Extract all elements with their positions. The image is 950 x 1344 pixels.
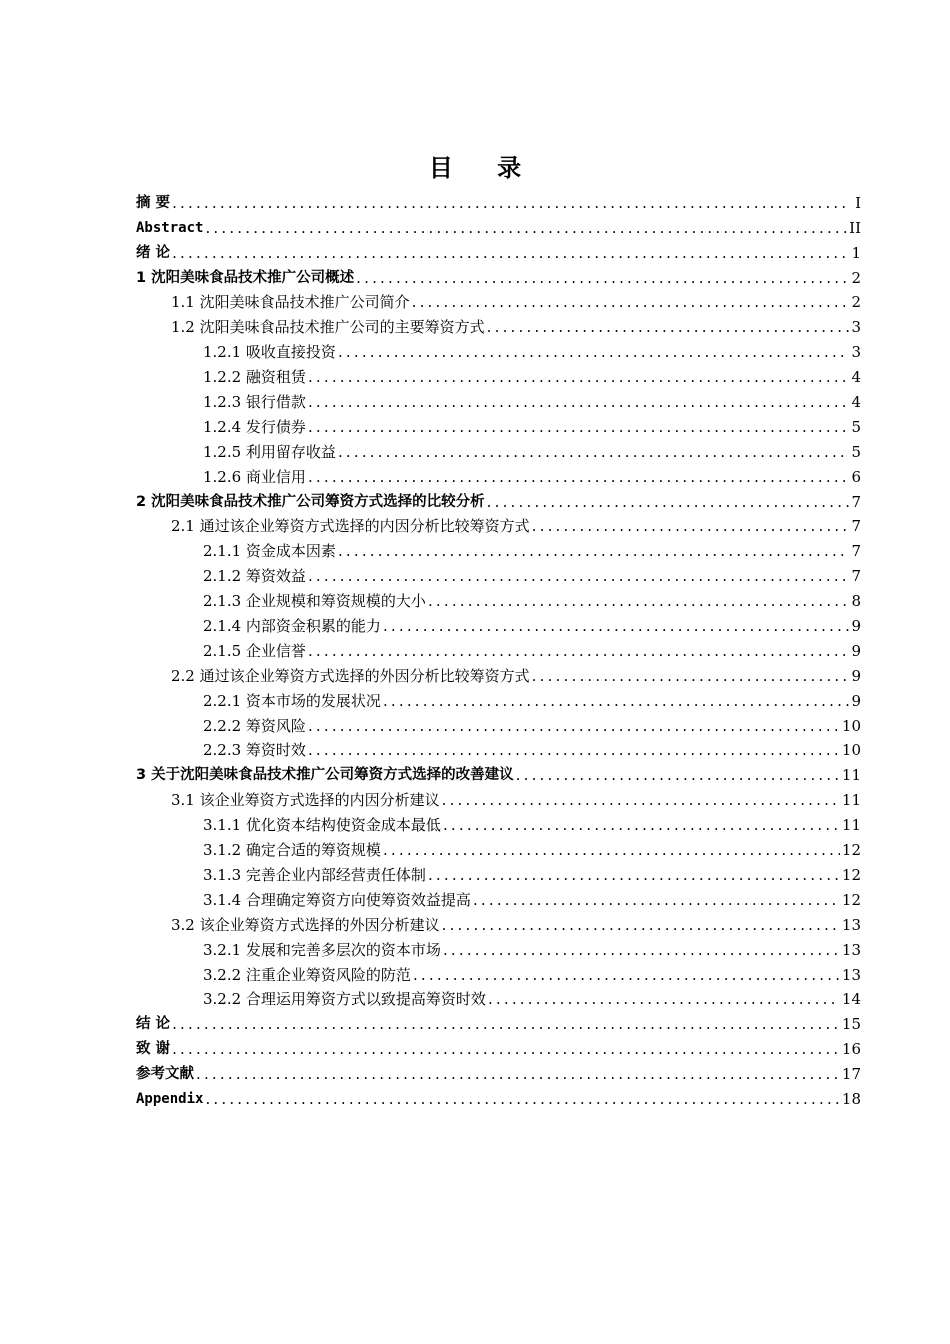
toc-leader-dots — [413, 966, 840, 984]
toc-entry[interactable] — [136, 212, 861, 237]
toc-entry[interactable] — [136, 809, 861, 834]
toc-entry-label: 2.1 通过该企业筹资方式选择的内因分析比较筹资方式 — [171, 517, 530, 536]
toc-entry-label: 2.1.5 企业信誉 — [203, 641, 306, 660]
toc-leader-dots — [338, 443, 849, 461]
toc-entry[interactable] — [136, 685, 861, 710]
toc-entry-label: 3.2.1 发展和完善多层次的资本市场 — [203, 940, 441, 959]
toc-entry-label: 2.1.1 资金成本因素 — [203, 542, 336, 561]
toc-page-number: 10 — [841, 716, 861, 735]
toc-entry-label: 3.1 该企业筹资方式选择的内因分析建议 — [171, 791, 440, 810]
toc-leader-dots — [442, 916, 840, 934]
toc-leader-dots — [532, 517, 849, 535]
toc-page-number: 7 — [851, 567, 861, 586]
toc-page-number: 9 — [851, 617, 861, 636]
toc-page-number: 16 — [841, 1040, 861, 1059]
toc-entry[interactable] — [136, 834, 861, 859]
toc-entry-label: 致 谢 — [136, 1041, 171, 1058]
toc-leader-dots — [172, 244, 849, 262]
toc-leader-dots — [487, 318, 849, 336]
toc-leader-dots — [338, 343, 849, 361]
toc-page-number: 3 — [851, 343, 861, 362]
toc-entry-label: 2.1.4 内部资金积累的能力 — [203, 617, 381, 636]
toc-entry-label: 1.1 沈阳美味食品技术推广公司简介 — [171, 293, 410, 312]
toc-entry-label: 2.2 通过该企业筹资方式选择的外因分析比较筹资方式 — [171, 666, 530, 685]
toc-entry-label: 参考文献 — [136, 1066, 194, 1083]
toc-page-number: 10 — [841, 741, 861, 760]
toc-leader-dots — [383, 617, 849, 635]
toc-entry-label: 1.2.2 融资租赁 — [203, 368, 306, 387]
toc-leader-dots — [205, 219, 847, 237]
toc-entry[interactable] — [136, 311, 861, 336]
toc-entry[interactable] — [136, 461, 861, 486]
toc-page-number: 9 — [851, 641, 861, 660]
toc-leader-dots — [308, 418, 849, 436]
toc-page-number: 6 — [851, 467, 861, 486]
toc-page-number: 1 — [851, 243, 861, 262]
toc-entry-label: 3.2 该企业筹资方式选择的外因分析建议 — [171, 915, 440, 934]
toc-entry[interactable] — [136, 560, 861, 585]
toc-page-number: 7 — [851, 517, 861, 536]
toc-entry[interactable] — [136, 386, 861, 411]
toc-entry-label: 1.2.5 利用留存收益 — [203, 442, 336, 461]
toc-leader-dots — [308, 368, 849, 386]
toc-leader-dots — [205, 1090, 839, 1108]
toc-page-number: 11 — [841, 791, 861, 810]
toc-page-number: 5 — [851, 417, 861, 436]
toc-leader-dots — [308, 567, 849, 585]
toc-page-number: 12 — [841, 890, 861, 909]
toc-entry[interactable] — [136, 884, 861, 909]
toc-entry[interactable] — [136, 486, 861, 511]
toc-leader-dots — [428, 592, 849, 610]
toc-leader-dots — [172, 1040, 840, 1058]
toc-leader-dots — [308, 717, 840, 735]
toc-page-number: 2 — [851, 268, 861, 287]
toc-page-number: 4 — [851, 368, 861, 387]
toc-entry-label: 1.2.1 吸收直接投资 — [203, 343, 336, 362]
toc-entry[interactable] — [136, 784, 861, 809]
toc-entry[interactable] — [136, 535, 861, 560]
toc-page-number: 3 — [851, 318, 861, 337]
toc-leader-dots — [383, 692, 849, 710]
toc-entry-label: Abstract — [136, 219, 204, 236]
toc-leader-dots — [172, 1015, 840, 1033]
toc-page-number: 13 — [841, 965, 861, 984]
toc-entry-label: 2.2.1 资本市场的发展状况 — [203, 691, 381, 710]
toc-leader-dots — [338, 542, 849, 560]
toc-entry-label: 1.2 沈阳美味食品技术推广公司的主要筹资方式 — [171, 318, 485, 337]
toc-entry[interactable] — [136, 1083, 861, 1108]
toc-entry[interactable] — [136, 585, 861, 610]
toc-entry[interactable] — [136, 511, 861, 536]
toc-page-number: 7 — [851, 542, 861, 561]
toc-title: 目 录 — [428, 154, 540, 182]
toc-leader-dots — [488, 990, 840, 1008]
toc-page-number: 18 — [841, 1089, 861, 1108]
toc-entry-label: 1.2.6 商业信用 — [203, 467, 306, 486]
toc-leader-dots — [428, 866, 840, 884]
toc-leader-dots — [356, 269, 849, 287]
toc-entry[interactable] — [136, 610, 861, 635]
toc-leader-dots — [412, 293, 849, 311]
toc-entry-label: 3.1.1 优化资本结构使资金成本最低 — [203, 816, 441, 835]
toc-leader-dots — [308, 741, 840, 759]
toc-entry[interactable] — [136, 759, 861, 784]
toc-entry-label: 2.2.2 筹资风险 — [203, 716, 306, 735]
toc-entry[interactable] — [136, 237, 861, 262]
toc-page-number: II — [849, 218, 861, 237]
toc-entry-label: 结 论 — [136, 1016, 171, 1033]
toc-entry[interactable] — [136, 635, 861, 660]
toc-entry[interactable] — [136, 984, 861, 1009]
toc-page-number: 11 — [841, 766, 861, 785]
toc-page-number: 9 — [851, 691, 861, 710]
toc-page-number: 5 — [851, 442, 861, 461]
toc-entry-label: Appendix — [136, 1090, 204, 1107]
toc-leader-dots — [532, 667, 849, 685]
toc-page-number: 15 — [841, 1015, 861, 1034]
toc-entry[interactable] — [136, 187, 861, 212]
toc-leader-dots — [443, 816, 840, 834]
toc-entry-label: 3.1.3 完善企业内部经营责任体制 — [203, 865, 426, 884]
toc-entry-label: 3 关于沈阳美味食品技术推广公司筹资方式选择的改善建议 — [136, 767, 514, 784]
toc-page-number: 12 — [841, 841, 861, 860]
toc-page-number: 8 — [851, 592, 861, 611]
toc-page-number: 4 — [851, 393, 861, 412]
toc-leader-dots — [516, 766, 840, 784]
toc-entry[interactable] — [136, 1033, 861, 1058]
toc-entry-label: 1.2.4 发行债券 — [203, 417, 306, 436]
toc-leader-dots — [473, 891, 840, 909]
toc-entry-label: 2 沈阳美味食品技术推广公司筹资方式选择的比较分析 — [136, 493, 485, 510]
toc-leader-dots — [383, 841, 840, 859]
toc-entry-label: 1.2.3 银行借款 — [203, 393, 306, 412]
toc-entry[interactable] — [136, 710, 861, 735]
toc-entry[interactable] — [136, 336, 861, 361]
toc-entry-label: 2.1.2 筹资效益 — [203, 567, 306, 586]
toc-page-number: 7 — [851, 492, 861, 511]
toc-leader-dots — [308, 642, 849, 660]
table-of-contents — [136, 187, 861, 1108]
toc-page-number: 11 — [841, 816, 861, 835]
toc-entry-label: 3.2.2 合理运用筹资方式以致提高筹资时效 — [203, 990, 486, 1009]
toc-entry[interactable] — [136, 411, 861, 436]
toc-page-number: 12 — [841, 865, 861, 884]
toc-entry-label: 3.1.4 合理确定筹资方向使筹资效益提高 — [203, 890, 471, 909]
toc-entry-label: 3.1.2 确定合适的筹资规模 — [203, 841, 381, 860]
toc-page-number: 13 — [841, 940, 861, 959]
toc-entry-label: 1 沈阳美味食品技术推广公司概述 — [136, 269, 355, 286]
toc-page-number: 2 — [851, 293, 861, 312]
toc-entry-label: 2.1.3 企业规模和筹资规模的大小 — [203, 592, 426, 611]
toc-page-number: I — [855, 193, 861, 212]
toc-entry[interactable] — [136, 436, 861, 461]
toc-page-number: 13 — [841, 915, 861, 934]
toc-entry[interactable] — [136, 287, 861, 312]
toc-leader-dots — [487, 493, 849, 511]
toc-entry[interactable] — [136, 959, 861, 984]
toc-entry[interactable] — [136, 735, 861, 760]
toc-entry[interactable] — [136, 660, 861, 685]
toc-leader-dots — [442, 791, 840, 809]
toc-entry[interactable] — [136, 262, 861, 287]
toc-page-number: 14 — [841, 990, 861, 1009]
toc-entry-label: 绪 论 — [136, 244, 171, 261]
toc-leader-dots — [308, 393, 849, 411]
toc-leader-dots — [443, 941, 840, 959]
toc-entry[interactable] — [136, 859, 861, 884]
toc-page-number: 9 — [851, 666, 861, 685]
toc-entry[interactable] — [136, 909, 861, 934]
toc-entry[interactable] — [136, 934, 861, 959]
toc-page-number: 17 — [841, 1065, 861, 1084]
toc-entry-label: 摘 要 — [136, 194, 171, 211]
toc-entry-label: 2.2.3 筹资时效 — [203, 741, 306, 760]
toc-leader-dots — [172, 194, 849, 212]
toc-entry[interactable] — [136, 1008, 861, 1033]
toc-entry[interactable] — [136, 1058, 861, 1083]
toc-leader-dots — [308, 468, 849, 486]
toc-leader-dots — [196, 1065, 840, 1083]
toc-entry[interactable] — [136, 361, 861, 386]
toc-entry-label: 3.2.2 注重企业筹资风险的防范 — [203, 965, 411, 984]
